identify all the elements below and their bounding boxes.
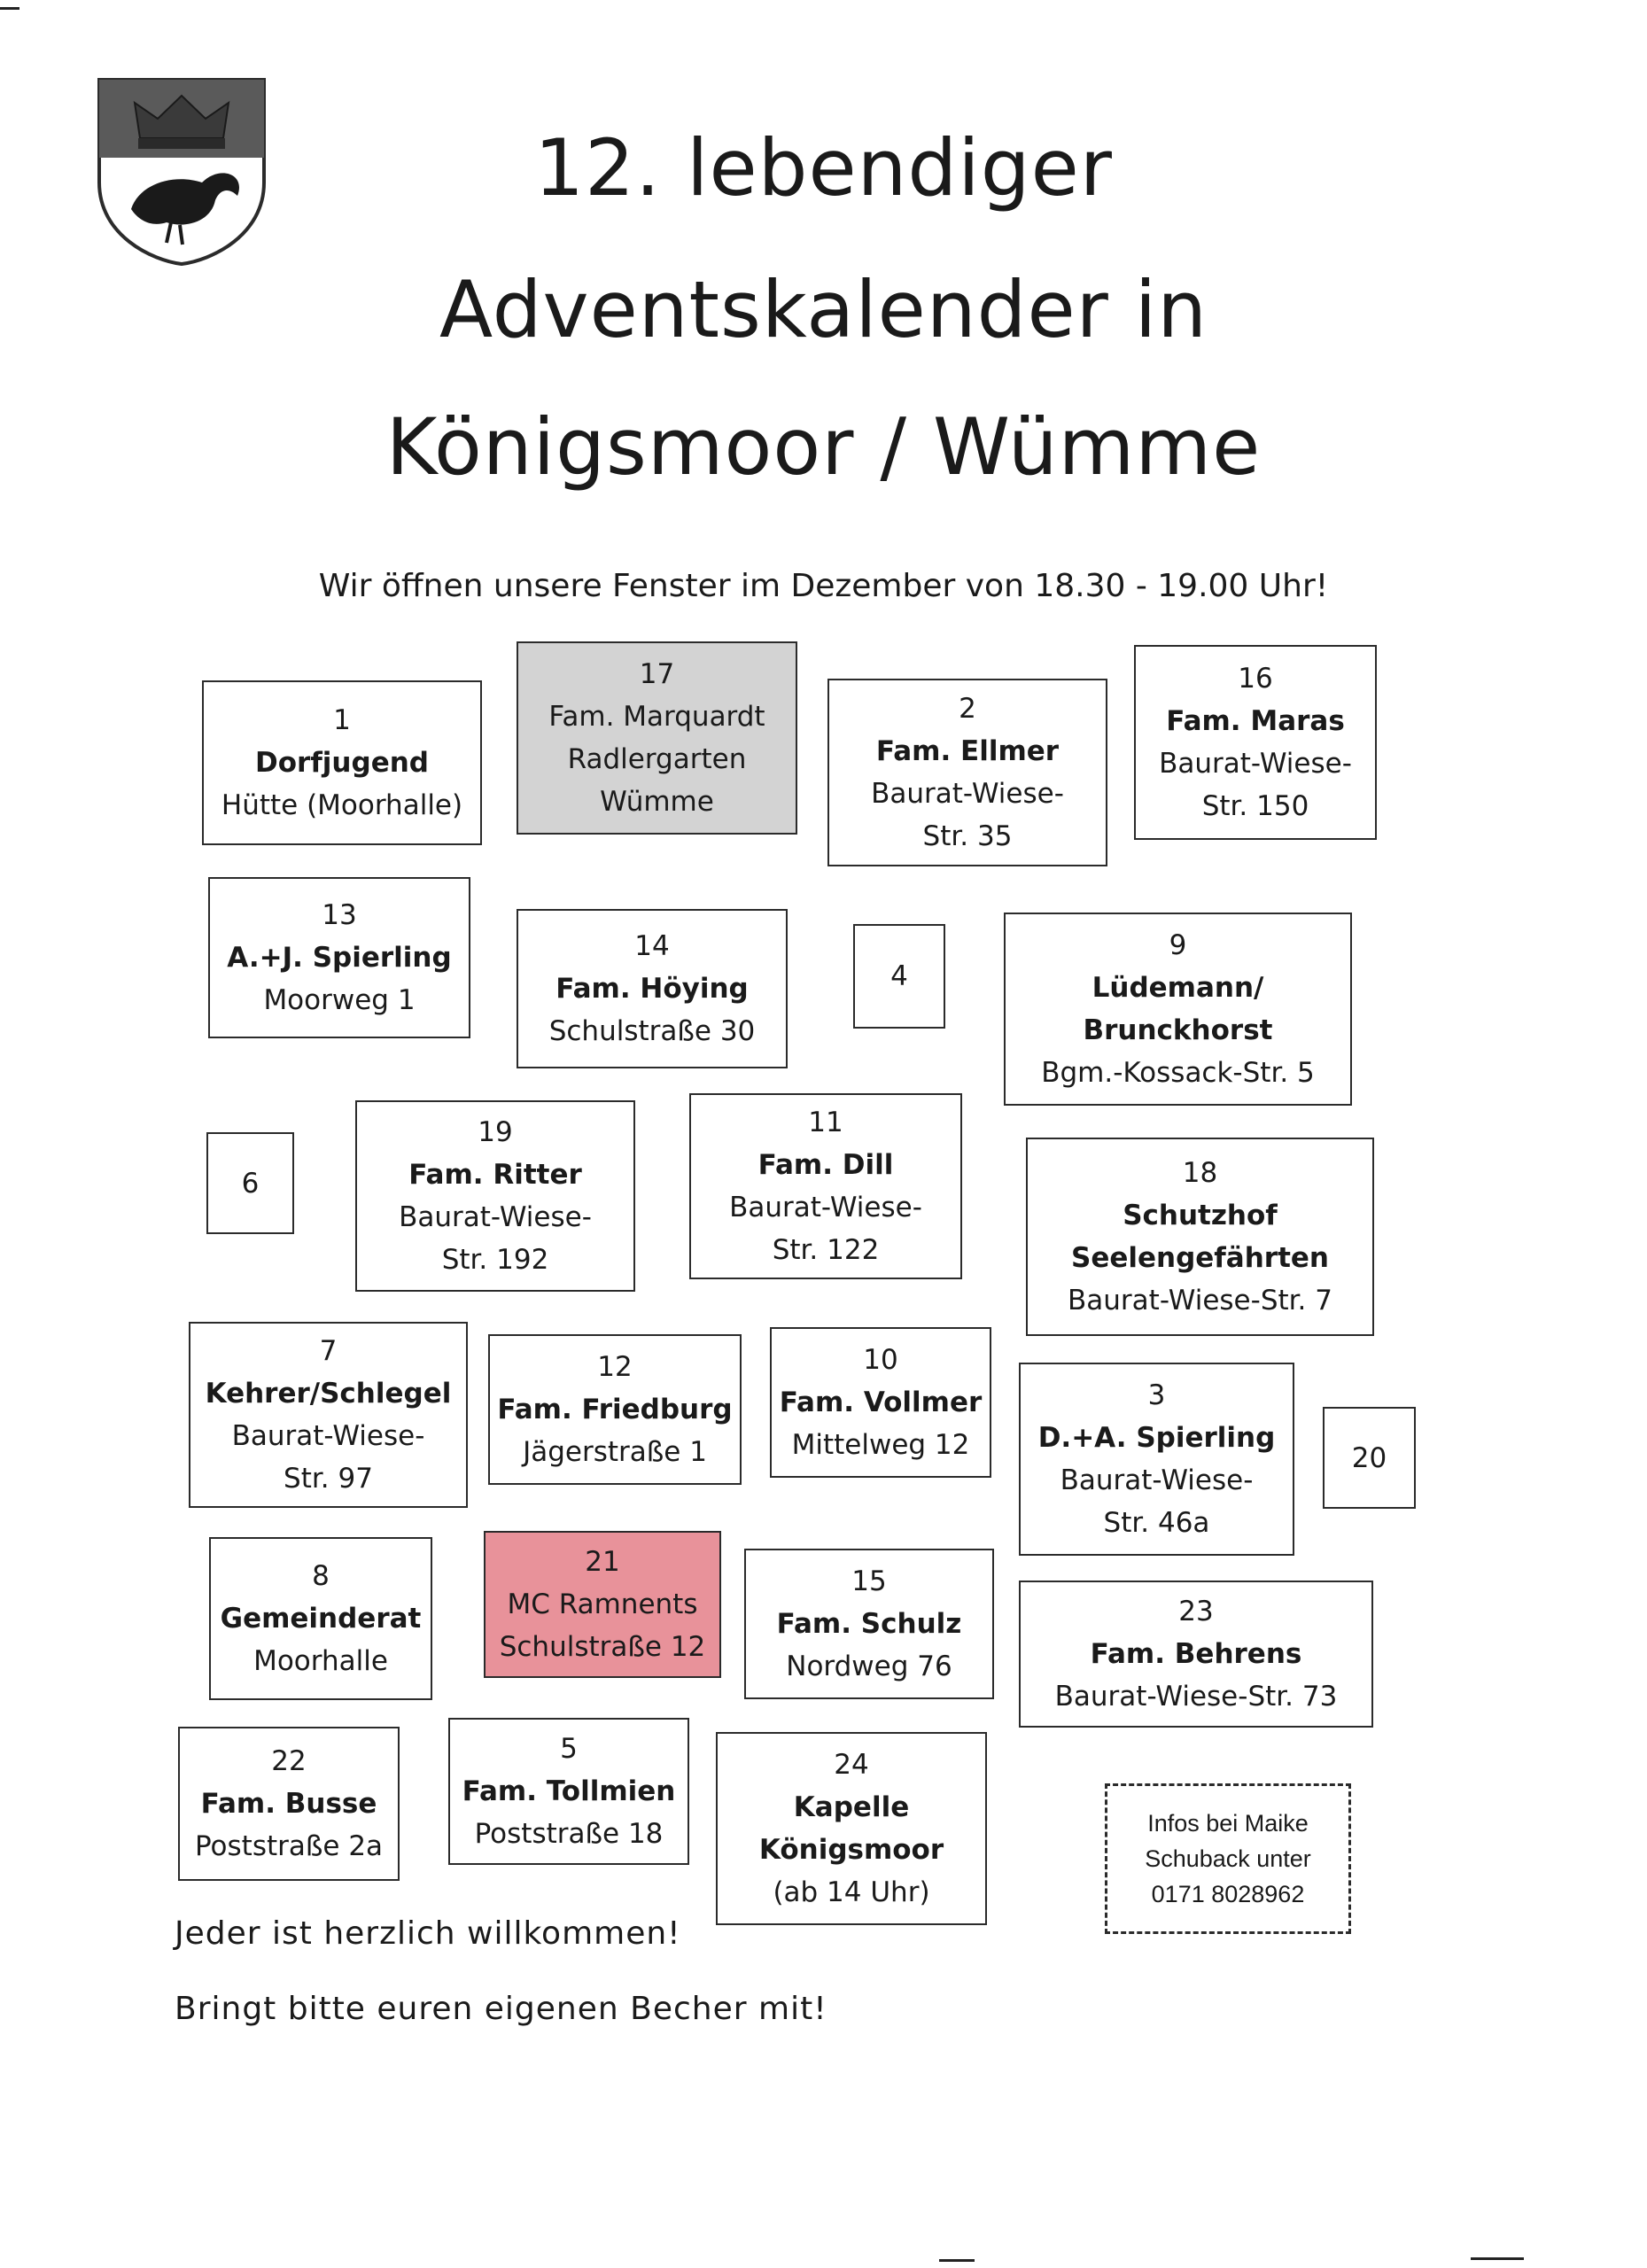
host-name-line-2: Königsmoor (758, 1834, 944, 1866)
host-address: Schulstraße 30 (548, 1015, 756, 1047)
day-number: 5 (560, 1733, 578, 1765)
host-address: Moorweg 1 (263, 984, 416, 1016)
day-number: 15 (851, 1565, 887, 1597)
host-name: Fam. Vollmer (779, 1386, 983, 1418)
host-name: Fam. Ellmer (875, 735, 1060, 767)
day-number: 11 (808, 1107, 843, 1138)
calendar-box-3 (1019, 1363, 1294, 1556)
host-address-line-2: Str. 35 (922, 820, 1013, 852)
host-name: Lüdemann/ (1092, 972, 1264, 1004)
calendar-box-13 (208, 877, 470, 1038)
host-address: Nordweg 76 (786, 1651, 952, 1682)
day-number: 7 (319, 1335, 338, 1367)
host-address: Baurat-Wiese- (729, 1192, 922, 1223)
scan-mark (1471, 2257, 1524, 2260)
host-address: Schulstraße 12 (499, 1631, 706, 1663)
host-name: MC Ramnents (507, 1588, 698, 1620)
day-number: 3 (1147, 1379, 1166, 1411)
info-line-2: Schuback unter (1145, 1845, 1311, 1872)
calendar-box-23 (1019, 1581, 1373, 1728)
calendar-box-19 (355, 1100, 635, 1292)
host-name: Gemeinderat (220, 1603, 422, 1635)
host-name-line-2: Brunckhorst (1083, 1014, 1273, 1046)
host-name: Fam. Maras (1166, 705, 1345, 737)
host-name: Fam. Busse (200, 1788, 377, 1820)
host-address: Baurat-Wiese- (231, 1420, 425, 1452)
host-name: Fam. Ritter (408, 1159, 582, 1191)
day-number: 22 (271, 1745, 307, 1777)
host-address: Baurat-Wiese- (1060, 1464, 1254, 1496)
host-address-line-2: Str. 150 (1201, 790, 1309, 822)
host-address: Poststraße 18 (474, 1818, 664, 1850)
calendar-box-24 (716, 1732, 987, 1925)
day-number: 6 (241, 1167, 260, 1200)
host-name: Kapelle (793, 1791, 910, 1823)
calendar-box-10 (770, 1327, 991, 1478)
day-number: 10 (863, 1344, 898, 1376)
info-line-1: Infos bei Maike (1147, 1810, 1309, 1837)
day-number: 1 (333, 704, 351, 736)
host-name: Kehrer/Schlegel (205, 1378, 452, 1410)
day-number: 19 (478, 1116, 513, 1148)
host-name: Fam. Dill (757, 1149, 894, 1181)
title-line-3: Königsmoor / Wümme (385, 401, 1262, 493)
host-address-line-2: Wümme (600, 786, 714, 818)
title-line-2: Adventskalender in (439, 264, 1208, 355)
calendar-box-22 (178, 1727, 400, 1881)
calendar-box-20 (1323, 1407, 1416, 1509)
calendar-box-16 (1134, 645, 1377, 840)
host-name: Fam. Tollmien (462, 1775, 676, 1807)
host-name-line-2: Seelengefährten (1071, 1242, 1329, 1274)
day-number: 4 (890, 960, 908, 992)
host-address: Baurat-Wiese- (399, 1201, 592, 1233)
day-number: 18 (1182, 1157, 1218, 1189)
day-number: 9 (1169, 929, 1187, 961)
calendar-box-4 (853, 924, 945, 1029)
host-name: Fam. Schulz (776, 1608, 962, 1640)
day-number: 8 (312, 1560, 330, 1592)
info-line-3: 0171 8028962 (1151, 1881, 1305, 1907)
day-number: 16 (1238, 663, 1273, 695)
host-name: A.+J. Spierling (227, 942, 452, 974)
day-number: 24 (834, 1749, 869, 1781)
day-number: 12 (597, 1351, 633, 1383)
calendar-box-8 (209, 1537, 432, 1700)
calendar-box-1 (202, 680, 482, 845)
host-name: Dorfjugend (255, 747, 429, 779)
host-address-line-2: Str. 192 (441, 1244, 549, 1276)
calendar-box-7 (189, 1322, 468, 1508)
day-number: 14 (634, 930, 670, 962)
host-address-line-2: Str. 97 (284, 1463, 373, 1495)
host-address: Bgm.-Kossack-Str. 5 (1041, 1057, 1315, 1089)
host-address: Poststraße 2a (194, 1830, 384, 1862)
calendar-box-9 (1004, 913, 1352, 1106)
day-number: 17 (639, 658, 675, 690)
host-address: Jägerstraße 1 (523, 1436, 707, 1468)
host-address: Baurat-Wiese- (871, 778, 1064, 810)
host-address: Radlergarten (567, 743, 747, 775)
host-address-line-2: Str. 122 (772, 1234, 880, 1266)
day-number: 23 (1178, 1596, 1214, 1627)
day-number: 13 (322, 899, 357, 931)
host-name: Schutzhof (1123, 1200, 1278, 1231)
day-number: 2 (959, 693, 976, 725)
title-line-1: 12. lebendiger (534, 122, 1113, 214)
opening-hours: Wir öffnen unsere Fenster im Dezember von 18.30 - 19.00 Uhr! (318, 568, 1329, 604)
host-address: (ab 14 Uhr) (773, 1876, 930, 1908)
day-number: 21 (585, 1546, 620, 1578)
calendar-box-5 (448, 1718, 689, 1865)
host-address: Baurat-Wiese-Str. 7 (1068, 1285, 1332, 1317)
host-address: Moorhalle (253, 1645, 388, 1677)
calendar-box-17 (517, 641, 797, 835)
calendar-box-6 (206, 1132, 294, 1234)
host-address-line-2: Str. 46a (1103, 1507, 1210, 1539)
host-name: D.+A. Spierling (1037, 1422, 1276, 1454)
calendar-box-15 (744, 1549, 994, 1699)
host-name: Fam. Marquardt (548, 701, 765, 733)
host-address: Mittelweg 12 (791, 1429, 970, 1461)
host-address: Hütte (Moorhalle) (221, 789, 463, 821)
day-number: 20 (1351, 1441, 1387, 1474)
host-address: Baurat-Wiese-Str. 73 (1054, 1681, 1338, 1713)
calendar-box-18 (1026, 1138, 1374, 1336)
info-contact-box (1105, 1783, 1351, 1934)
host-name: Fam. Behrens (1090, 1638, 1302, 1670)
bring-cup-text: Bringt bitte euren eigenen Becher mit! (175, 1991, 827, 2027)
calendar-box-21 (484, 1531, 721, 1678)
host-name: Fam. Höying (555, 973, 749, 1005)
welcome-text: Jeder ist herzlich willkommen! (175, 1915, 681, 1952)
scan-mark (939, 2259, 975, 2262)
calendar-box-14 (517, 909, 788, 1068)
calendar-box-2 (827, 679, 1107, 866)
host-address: Baurat-Wiese- (1159, 748, 1352, 780)
scan-mark (0, 7, 19, 10)
calendar-box-11 (689, 1093, 962, 1279)
calendar-box-12 (488, 1334, 742, 1485)
host-name: Fam. Friedburg (497, 1394, 733, 1425)
